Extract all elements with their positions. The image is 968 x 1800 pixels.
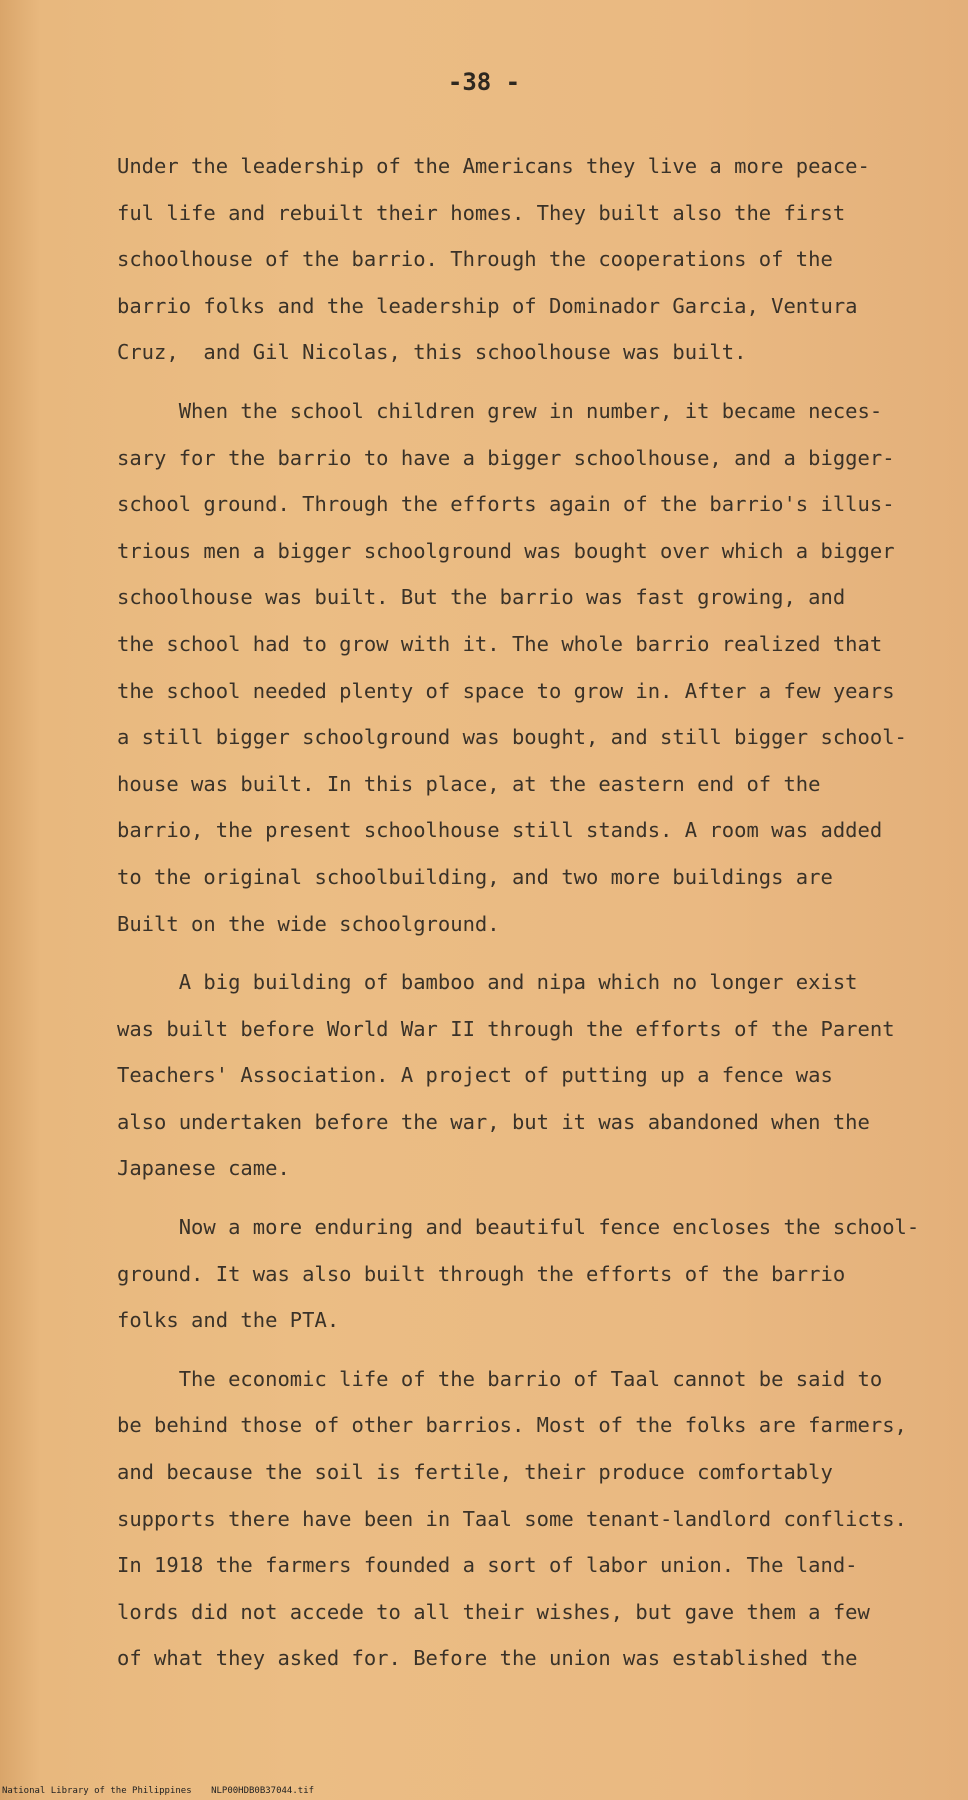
file-id: NLP00HDB0B37044.tif xyxy=(211,1786,315,1796)
text-line: lords did not accede to all their wishes, but gave them a few xyxy=(117,1599,870,1624)
text-line: a still bigger schoolground was bought, and still bigger school- xyxy=(117,725,907,750)
text-line: ful life and rebuilt their homes. They built also the first xyxy=(117,200,846,225)
text-line: the school had to grow with it. The whole barrio realized that xyxy=(117,631,883,656)
typed-text-body xyxy=(117,143,937,1682)
text-line: trious men a bigger schoolground was bought over which a bigger xyxy=(117,538,895,563)
paragraph xyxy=(117,388,937,947)
text-line: Built on the wide schoolground. xyxy=(117,911,500,936)
text-line: of what they asked for. Before the union was established the xyxy=(117,1646,858,1671)
page-number: -38 - xyxy=(447,68,521,96)
text-line: be behind those of other barrios. Most of the folks are farmers, xyxy=(117,1413,907,1438)
text-line: folks and the PTA. xyxy=(117,1308,340,1333)
scan-footer xyxy=(2,1786,328,1796)
paragraph xyxy=(117,1356,937,1682)
text-line: Cruz, and Gil Nicolas, this schoolhouse was built. xyxy=(117,340,747,365)
text-line: the school needed plenty of space to grow in. After a few years xyxy=(117,678,895,703)
text-line: ground. It was also built through the efforts of the barrio xyxy=(117,1261,846,1286)
paragraph xyxy=(117,1204,937,1344)
library-name: National Library of the Philippines xyxy=(2,1786,192,1796)
text-line: barrio, the present schoolhouse still stands. A room was added xyxy=(117,818,883,843)
text-line: The economic life of the barrio of Taal cannot be said to xyxy=(117,1366,883,1391)
text-line: and because the soil is fertile, their produce comfortably xyxy=(117,1460,833,1485)
text-line: schoolhouse was built. But the barrio was fast growing, and xyxy=(117,585,846,610)
text-line: Teachers' Association. A project of putting up a fence was xyxy=(117,1063,833,1088)
text-line: A big building of bamboo and nipa which no longer exist xyxy=(117,970,858,995)
paragraph xyxy=(117,959,937,1192)
text-line: barrio folks and the leadership of Dominador Garcia, Ventura xyxy=(117,293,858,318)
text-line: house was built. In this place, at the eastern end of the xyxy=(117,771,821,796)
text-line: Japanese came. xyxy=(117,1156,290,1181)
text-line: schoolhouse of the barrio. Through the cooperations of the xyxy=(117,247,833,272)
text-line: to the original schoolbuilding, and two more buildings are xyxy=(117,864,833,889)
text-line: school ground. Through the efforts again of the barrio's illus- xyxy=(117,492,895,517)
text-line: supports there have been in Taal some tenant-landlord conflicts. xyxy=(117,1506,907,1531)
text-line: was built before World War II through the efforts of the Parent xyxy=(117,1016,895,1041)
text-line: Under the leadership of the Americans they live a more peace- xyxy=(117,154,870,178)
text-line: In 1918 the farmers founded a sort of labor union. The land- xyxy=(117,1553,858,1578)
text-line: When the school children grew in number, it became neces- xyxy=(117,398,883,423)
text-line: Now a more enduring and beautiful fence encloses the school- xyxy=(117,1215,920,1240)
text-line: sary for the barrio to have a bigger schoolhouse, and a bigger- xyxy=(117,445,895,470)
text-line: also undertaken before the war, but it was abandoned when the xyxy=(117,1109,870,1134)
paragraph xyxy=(117,143,937,376)
